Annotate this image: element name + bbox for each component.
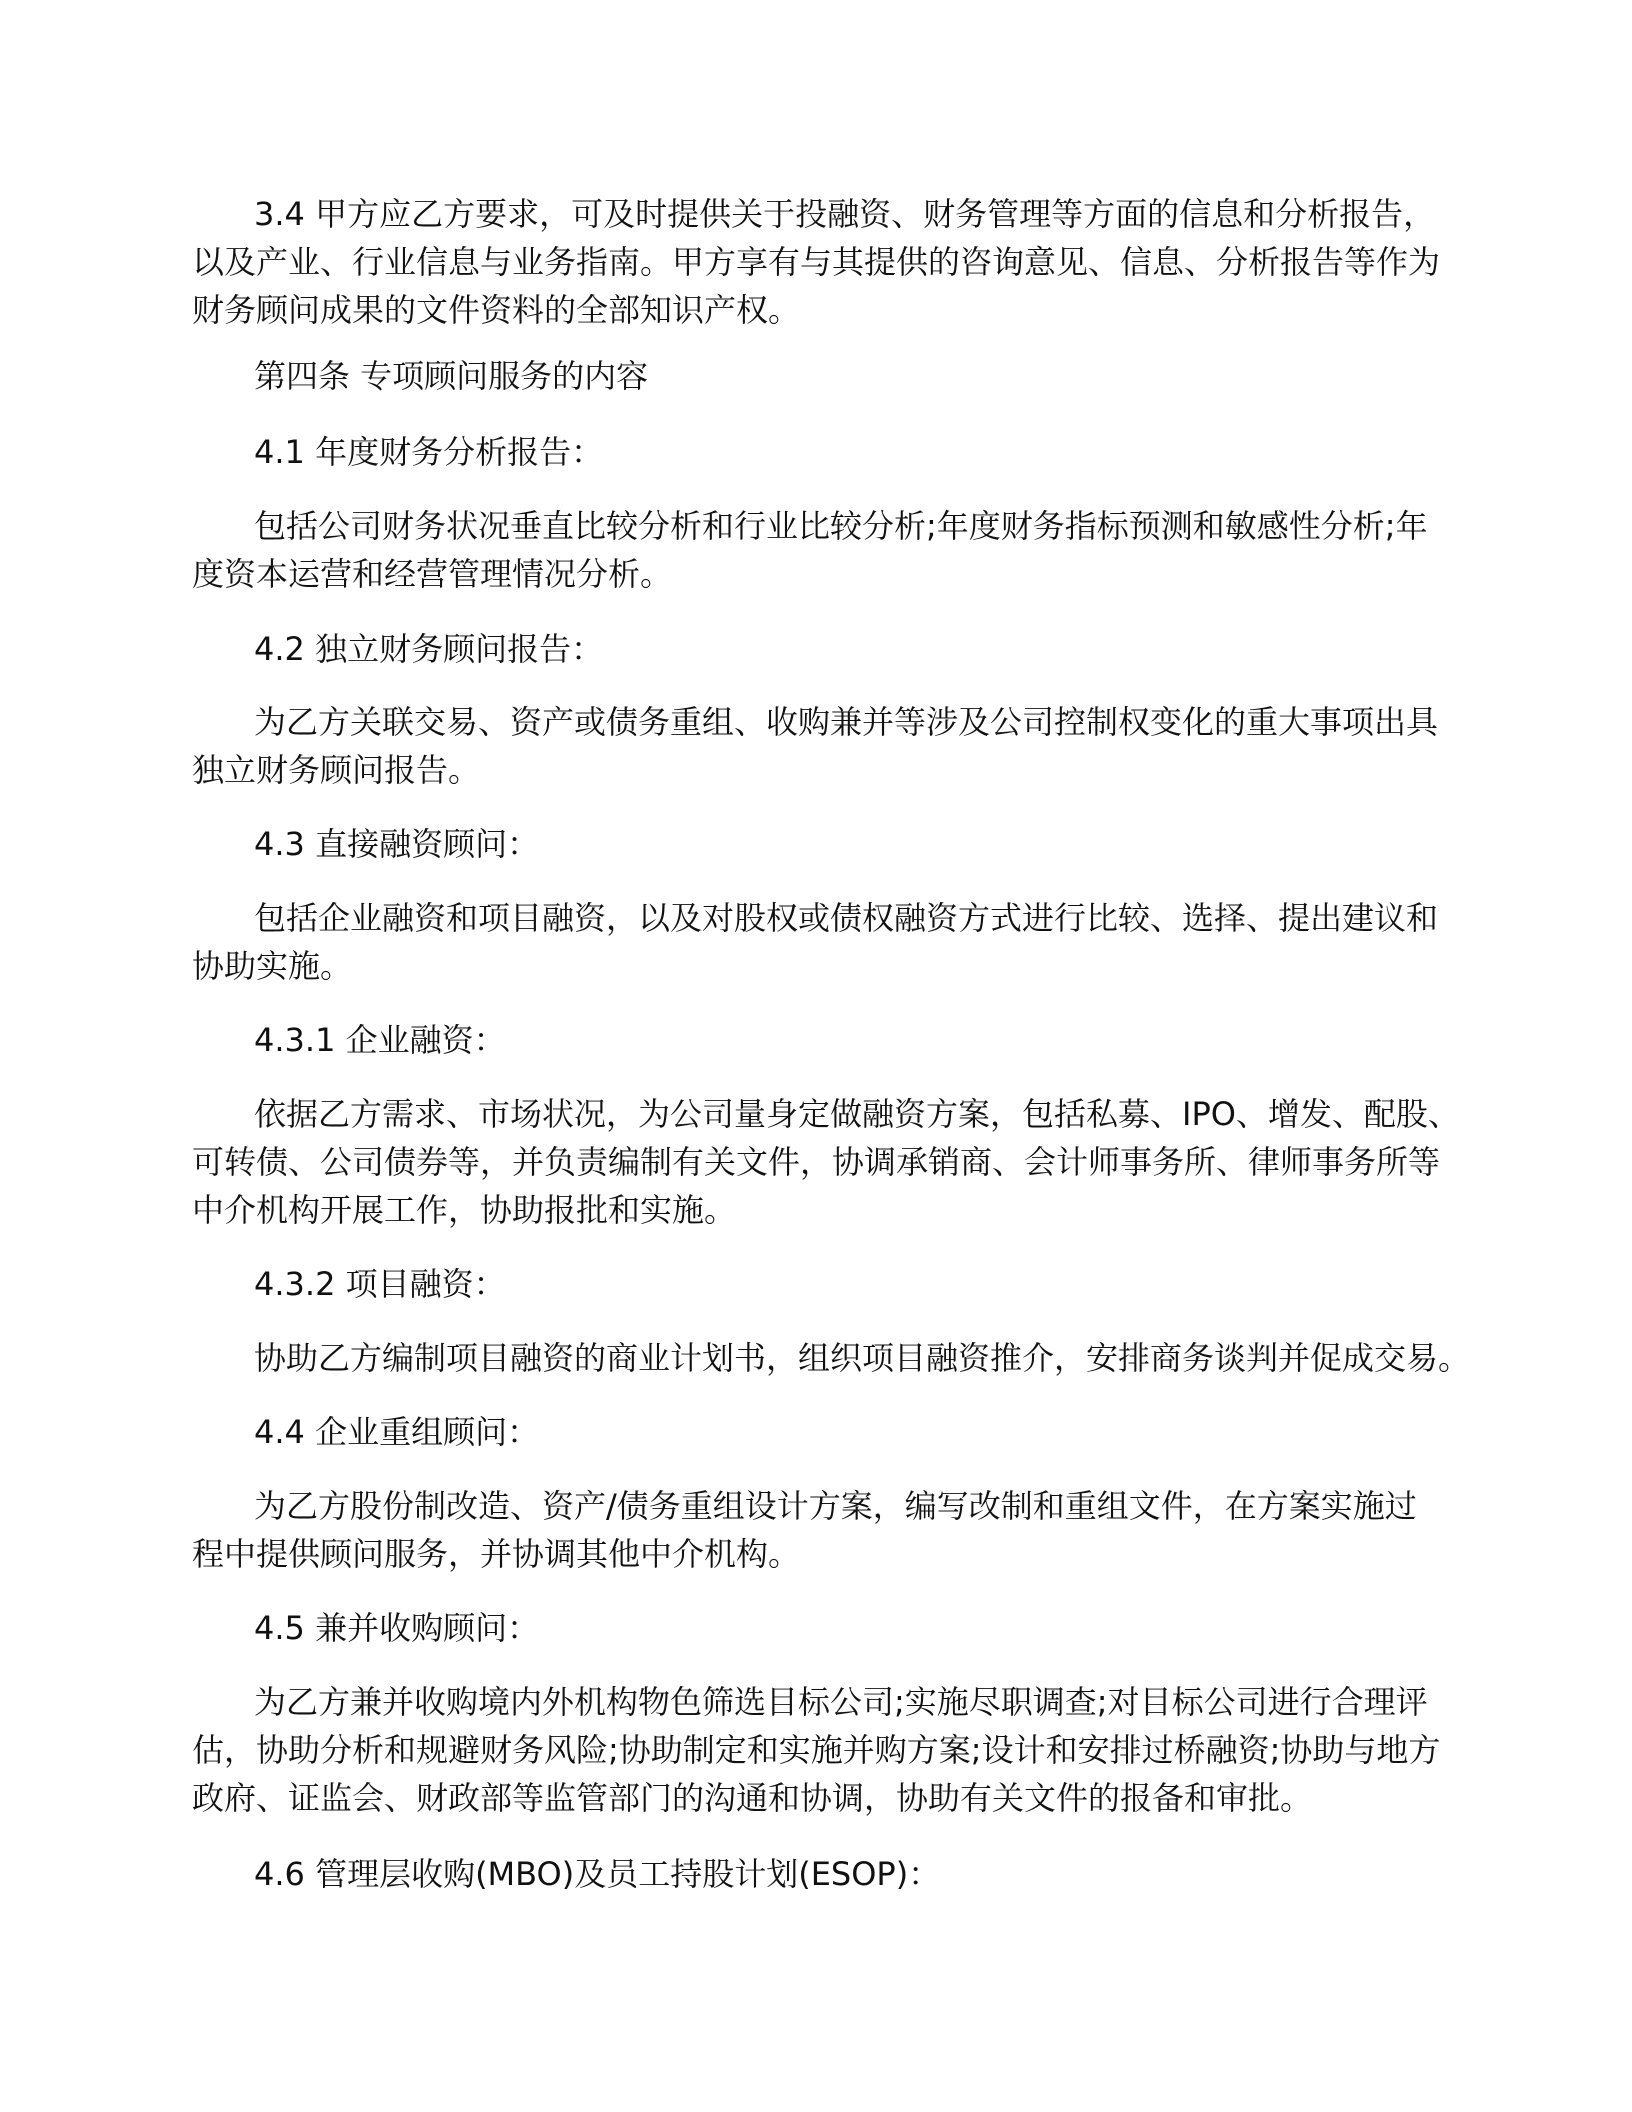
text-line: 包括企业融资和项目融资，以及对股权或债权融资方式进行比较、选择、提出建议和	[254, 899, 1439, 937]
paragraph-4-5	[192, 1678, 1440, 1822]
text-line: 4.5 兼并收购顾问：	[254, 1609, 540, 1647]
paragraph-4-1	[192, 502, 1428, 598]
text-line: 4.3 直接融资顾问：	[254, 825, 540, 863]
text-line: 协助实施。	[192, 947, 353, 985]
text-line: 财务顾问成果的文件资料的全部知识产权。	[192, 291, 801, 329]
paragraph-4-3-2	[254, 1334, 1470, 1382]
text-line: 独立财务顾问报告。	[192, 751, 481, 789]
text-line: 依据乙方需求、市场状况，为公司量身定做融资方案，包括私募、IPO、增发、配股、	[254, 1095, 1460, 1133]
text-line: 程中提供顾问服务，并协调其他中介机构。	[192, 1535, 801, 1573]
text-line: 为乙方股份制改造、资产/债务重组设计方案，编写改制和重组文件，在方案实施过	[254, 1487, 1417, 1525]
text-line: 政府、证监会、财政部等监管部门的沟通和协调，协助有关文件的报备和审批。	[192, 1779, 1313, 1817]
text-line: 中介机构开展工作，协助报批和实施。	[192, 1191, 737, 1229]
text-line: 第四条 专项顾问服务的内容	[254, 357, 649, 395]
section-4-1-heading	[254, 428, 603, 476]
text-line: 以及产业、行业信息与业务指南。甲方享有与其提供的咨询意见、信息、分析报告等作为	[192, 243, 1441, 281]
paragraph-3-4	[192, 190, 1440, 334]
section-4-2-heading	[254, 625, 603, 673]
text-line: 可转债、公司债券等，并负责编制有关文件，协调承销商、会计师事务所、律师事务所等	[192, 1143, 1441, 1181]
section-4-3-2-heading	[254, 1260, 506, 1308]
paragraph-4-4	[192, 1482, 1417, 1578]
text-line: 3.4 甲方应乙方要求，可及时提供关于投融资、财务管理等方面的信息和分析报告，	[254, 195, 1436, 233]
section-4-5-heading	[254, 1604, 539, 1652]
paragraph-4-2	[192, 698, 1438, 794]
article-4-heading	[254, 352, 648, 400]
paragraph-4-3	[192, 894, 1438, 990]
text-line: 协助乙方编制项目融资的商业计划书，组织项目融资推介，安排商务谈判并促成交易。	[254, 1339, 1471, 1377]
text-line: 为乙方兼并收购境内外机构物色筛选目标公司;实施尽职调查;对目标公司进行合理评	[254, 1683, 1428, 1721]
text-line: 4.3.1 企业融资：	[254, 1021, 506, 1059]
text-line: 4.6 管理层收购(MBO)及员工持股计划(ESOP)：	[254, 1855, 941, 1893]
text-line: 4.3.2 项目融资：	[254, 1265, 506, 1303]
section-4-3-heading	[254, 820, 539, 868]
text-line: 为乙方关联交易、资产或债务重组、收购兼并等涉及公司控制权变化的重大事项出具	[254, 703, 1439, 741]
text-line: 4.1 年度财务分析报告：	[254, 433, 604, 471]
text-line: 估，协助分析和规避财务风险;协助制定和实施并购方案;设计和安排过桥融资;协助与地方	[192, 1731, 1441, 1769]
paragraph-4-3-1	[192, 1090, 1460, 1234]
text-line: 包括公司财务状况垂直比较分析和行业比较分析;年度财务指标预测和敏感性分析;年	[254, 507, 1428, 545]
text-line: 4.2 独立财务顾问报告：	[254, 630, 604, 668]
text-line: 4.4 企业重组顾问：	[254, 1413, 540, 1451]
section-4-3-1-heading	[254, 1016, 506, 1064]
section-4-4-heading	[254, 1408, 539, 1456]
text-line: 度资本运营和经营管理情况分析。	[192, 555, 673, 593]
section-4-6-heading	[254, 1850, 940, 1898]
